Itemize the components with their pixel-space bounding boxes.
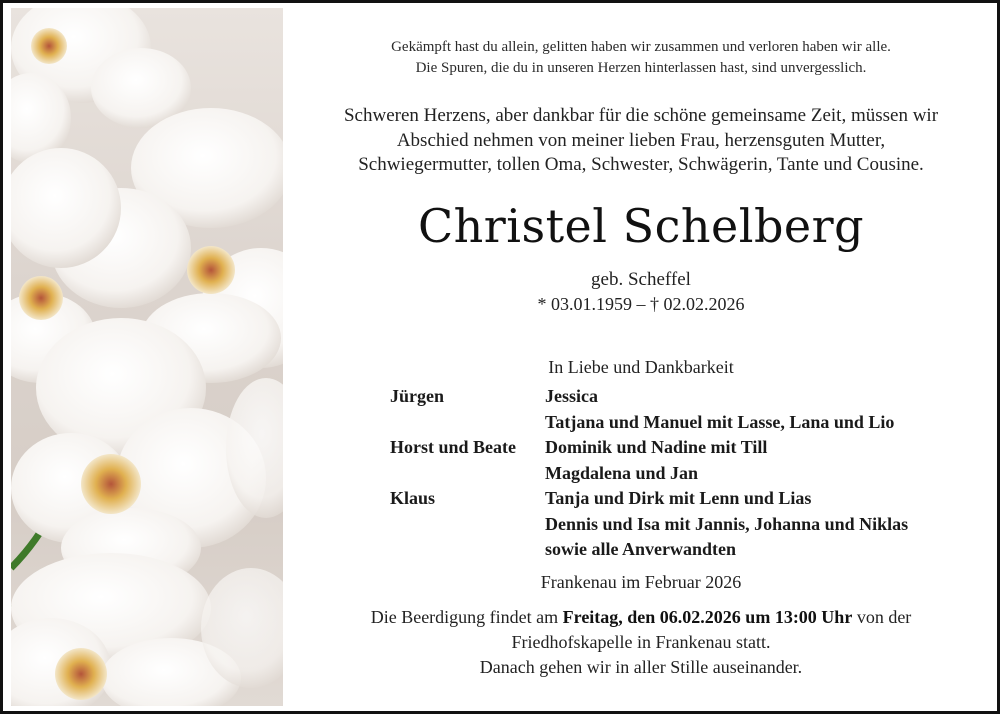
verse-line: Gekämpft hast du allein, gelitten haben wir zusammen und verloren haben wir alle.	[391, 39, 891, 55]
family-row	[390, 384, 990, 410]
family-right: sowie alle Anverwandten	[545, 539, 736, 559]
place-date: Frankenau im Februar 2026	[540, 572, 742, 592]
intro-line: Schwiegermutter, tollen Oma, Schwester, Schwägerin, Tante und Cousine.	[358, 154, 924, 175]
family-row	[390, 486, 990, 512]
family-right: Jessica	[545, 386, 598, 406]
orchid-illustration	[11, 8, 283, 706]
funeral-prefix: Die Beerdigung findet am	[370, 607, 563, 627]
funeral-notice	[285, 605, 997, 680]
funeral-datetime: Freitag, den 06.02.2026 um 13:00 Uhr	[562, 607, 853, 627]
family-right: Magdalena und Jan	[545, 462, 699, 483]
family-row	[390, 410, 990, 436]
birth-name: geb. Scheffel	[591, 269, 691, 290]
funeral-line: Danach gehen wir in aller Stille auseinander.	[479, 657, 803, 677]
family-row	[390, 435, 990, 461]
life-dates: * 03.01.1959 – † 02.02.2026	[537, 294, 745, 314]
family-right: Tanja und Dirk mit Lenn und Lias	[545, 488, 812, 508]
funeral-line	[285, 605, 997, 630]
intro-text	[285, 104, 997, 178]
family-left: Jürgen	[390, 386, 444, 406]
family-list	[390, 384, 990, 563]
verse	[285, 37, 997, 79]
orchid-image	[11, 8, 283, 706]
mourners-heading: In Liebe und Dankbarkeit	[548, 357, 734, 377]
family-right: Dennis und Isa mit Jannis, Johanna und Niklas	[545, 513, 909, 534]
funeral-line: Friedhofskapelle in Frankenau statt.	[511, 632, 771, 652]
family-left: Klaus	[390, 488, 436, 508]
family-row	[390, 461, 990, 487]
family-row	[390, 512, 990, 538]
deceased-name: Christel Schelberg	[417, 199, 865, 253]
obituary-text	[285, 3, 997, 711]
intro-line: Abschied nehmen von meiner lieben Frau, herzensguten Mutter,	[396, 129, 886, 151]
funeral-suffix: von der	[852, 607, 912, 627]
family-right: Tatjana und Manuel mit Lasse, Lana und Lio	[545, 411, 895, 432]
family-row	[390, 537, 990, 563]
verse-line: Die Spuren, die du in unseren Herzen hinterlassen hast, sind unvergesslich.	[415, 60, 867, 76]
intro-line: Schweren Herzens, aber dankbar für die schöne gemeinsame Zeit, müssen wir	[343, 105, 939, 126]
family-right: Dominik und Nadine mit Till	[545, 437, 768, 457]
family-left: Horst und Beate	[390, 437, 516, 457]
